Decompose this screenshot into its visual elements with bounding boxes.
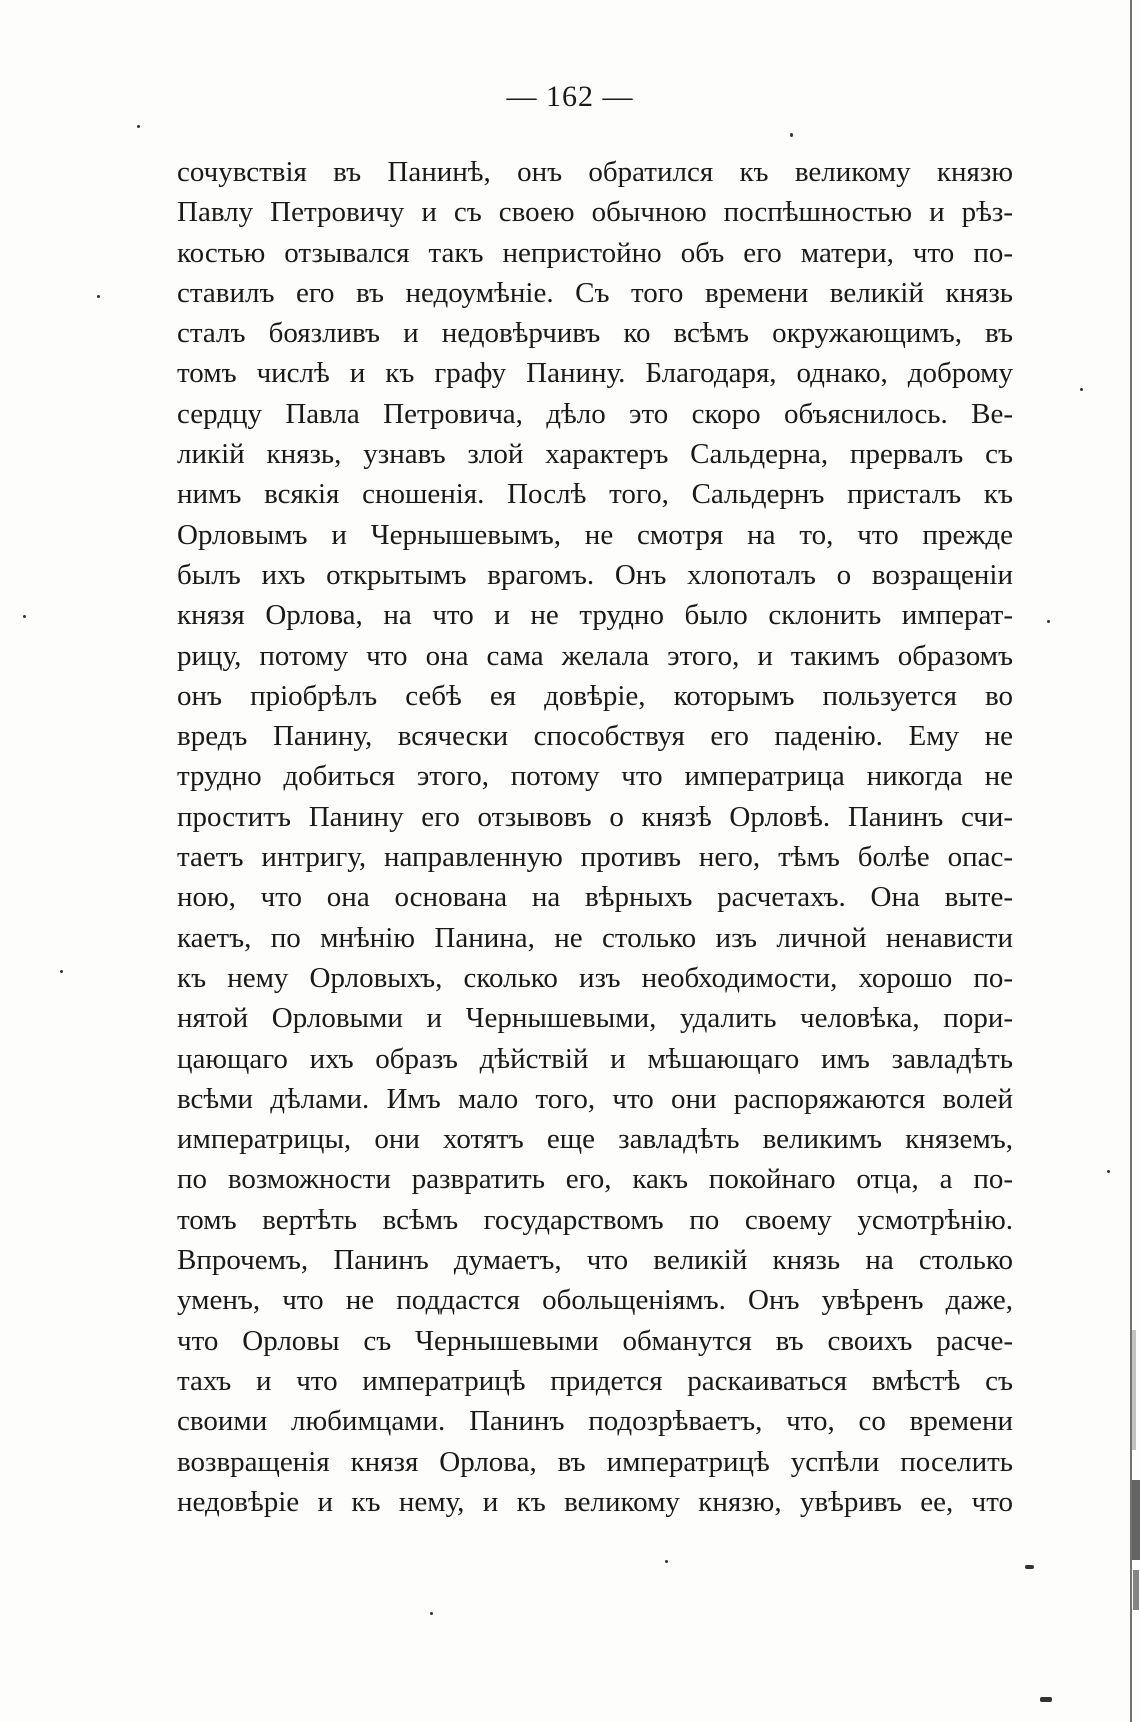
text-line: ставилъ его въ недоумѣніе. Съ того времени великій князь — [177, 276, 1013, 309]
scan-edge-shadow — [1128, 0, 1140, 1722]
scan-speck — [1107, 1170, 1110, 1173]
text-line: что Орловы съ Чернышевыми обманутся въ своихъ расче- — [177, 1324, 1013, 1357]
text-line: сталъ боязливъ и недовѣрчивъ ко всѣмъ окружающимъ, въ — [177, 317, 1013, 350]
scan-speck — [790, 133, 793, 137]
text-line: своими любимцами. Панинъ подозрѣваетъ, что, со времени — [177, 1405, 1013, 1438]
text-line: рицу, потому что она сама желала этого, и такимъ образомъ — [177, 639, 1013, 672]
text-line: нимъ всякія сношенія. Послѣ того, Сальдернъ присталъ къ — [177, 478, 1013, 511]
text-line: проститъ Панину его отзывовъ о князѣ Орловѣ. Панинъ счи- — [177, 800, 1013, 833]
page-number: — 162 — — [506, 80, 634, 113]
text-line: Впрочемъ, Панинъ думаетъ, что великій князь на столько — [177, 1244, 1013, 1277]
text-line: ною, что она основана на вѣрныхъ расчетахъ. Она выте- — [177, 881, 1013, 914]
text-line: костью отзывался такъ непристойно объ его матери, что по- — [177, 236, 1013, 269]
text-line: императрицы, они хотятъ еще завладѣть великимъ княземъ, — [177, 1123, 1013, 1156]
text-line: цающаго ихъ образъ дѣйствій и мѣшающаго имъ завладѣть — [177, 1042, 1013, 1075]
text-line: тахъ и что императрицѣ придется раскаиваться вмѣстѣ съ — [177, 1364, 1013, 1397]
text-line: таетъ интригу, направленную противъ него, тѣмъ болѣе опас- — [177, 841, 1013, 874]
text-line: князя Орлова, на что и не трудно было склонить императ- — [177, 599, 1013, 632]
text-line: недовѣріе и къ нему, и къ великому князю, увѣривъ ее, что — [177, 1485, 1013, 1518]
body-text — [177, 152, 1013, 1522]
scan-speck — [97, 295, 100, 298]
scan-speck — [137, 125, 140, 128]
scan-speck — [1047, 620, 1050, 623]
text-line: трудно добиться этого, потому что императрица никогда не — [177, 760, 1013, 793]
scan-speck — [1025, 1565, 1034, 1569]
text-line: томъ числѣ и къ графу Панину. Благодаря, однако, доброму — [177, 357, 1013, 390]
text-line: нятой Орловыми и Чернышевыми, удалить человѣка, пори- — [177, 1002, 1013, 1035]
text-line: сердцу Павла Петровича, дѣло это скоро объяснилось. Ве- — [177, 397, 1013, 430]
text-line: къ нему Орловыхъ, сколько изъ необходимости, хорошо по- — [177, 961, 1013, 994]
text-line: томъ вертѣть всѣмъ государствомъ по своему усмотрѣнію. — [177, 1203, 1013, 1236]
scan-speck — [1080, 388, 1083, 391]
scan-speck — [60, 970, 63, 973]
text-line: былъ ихъ открытымъ врагомъ. Онъ хлопоталъ о возращеніи — [177, 558, 1013, 591]
scan-speck — [23, 615, 26, 618]
text-line: каетъ, по мнѣнію Панина, не столько изъ личной ненависти — [177, 921, 1013, 954]
text-line: онъ пріобрѣлъ себѣ ея довѣріе, которымъ пользуется во — [177, 679, 1013, 712]
text-line: по возможности развратить его, какъ покойнаго отца, а по- — [177, 1163, 1013, 1196]
text-line: возвращенія князя Орлова, въ императрицѣ успѣли поселить — [177, 1445, 1013, 1478]
scan-speck — [1040, 1697, 1052, 1702]
scan-speck — [430, 1612, 433, 1615]
text-line: вредъ Панину, всячески способствуя его паденію. Ему не — [177, 720, 1013, 753]
scan-speck — [665, 1560, 668, 1563]
text-line: всѣми дѣлами. Имъ мало того, что они распоряжаются волей — [177, 1082, 1013, 1115]
text-line: Орловымъ и Чернышевымъ, не смотря на то, что прежде — [177, 518, 1013, 551]
text-line: Павлу Петровичу и съ своею обычною поспѣшностью и рѣз- — [177, 196, 1013, 229]
text-line: ликій князь, узнавъ злой характеръ Сальдерна, прервалъ съ — [177, 438, 1013, 471]
text-line: уменъ, что не поддастся обольщеніямъ. Онъ увѣренъ даже, — [177, 1284, 1013, 1317]
text-line: сочувствія въ Панинѣ, онъ обратился къ великому князю — [177, 156, 1013, 188]
